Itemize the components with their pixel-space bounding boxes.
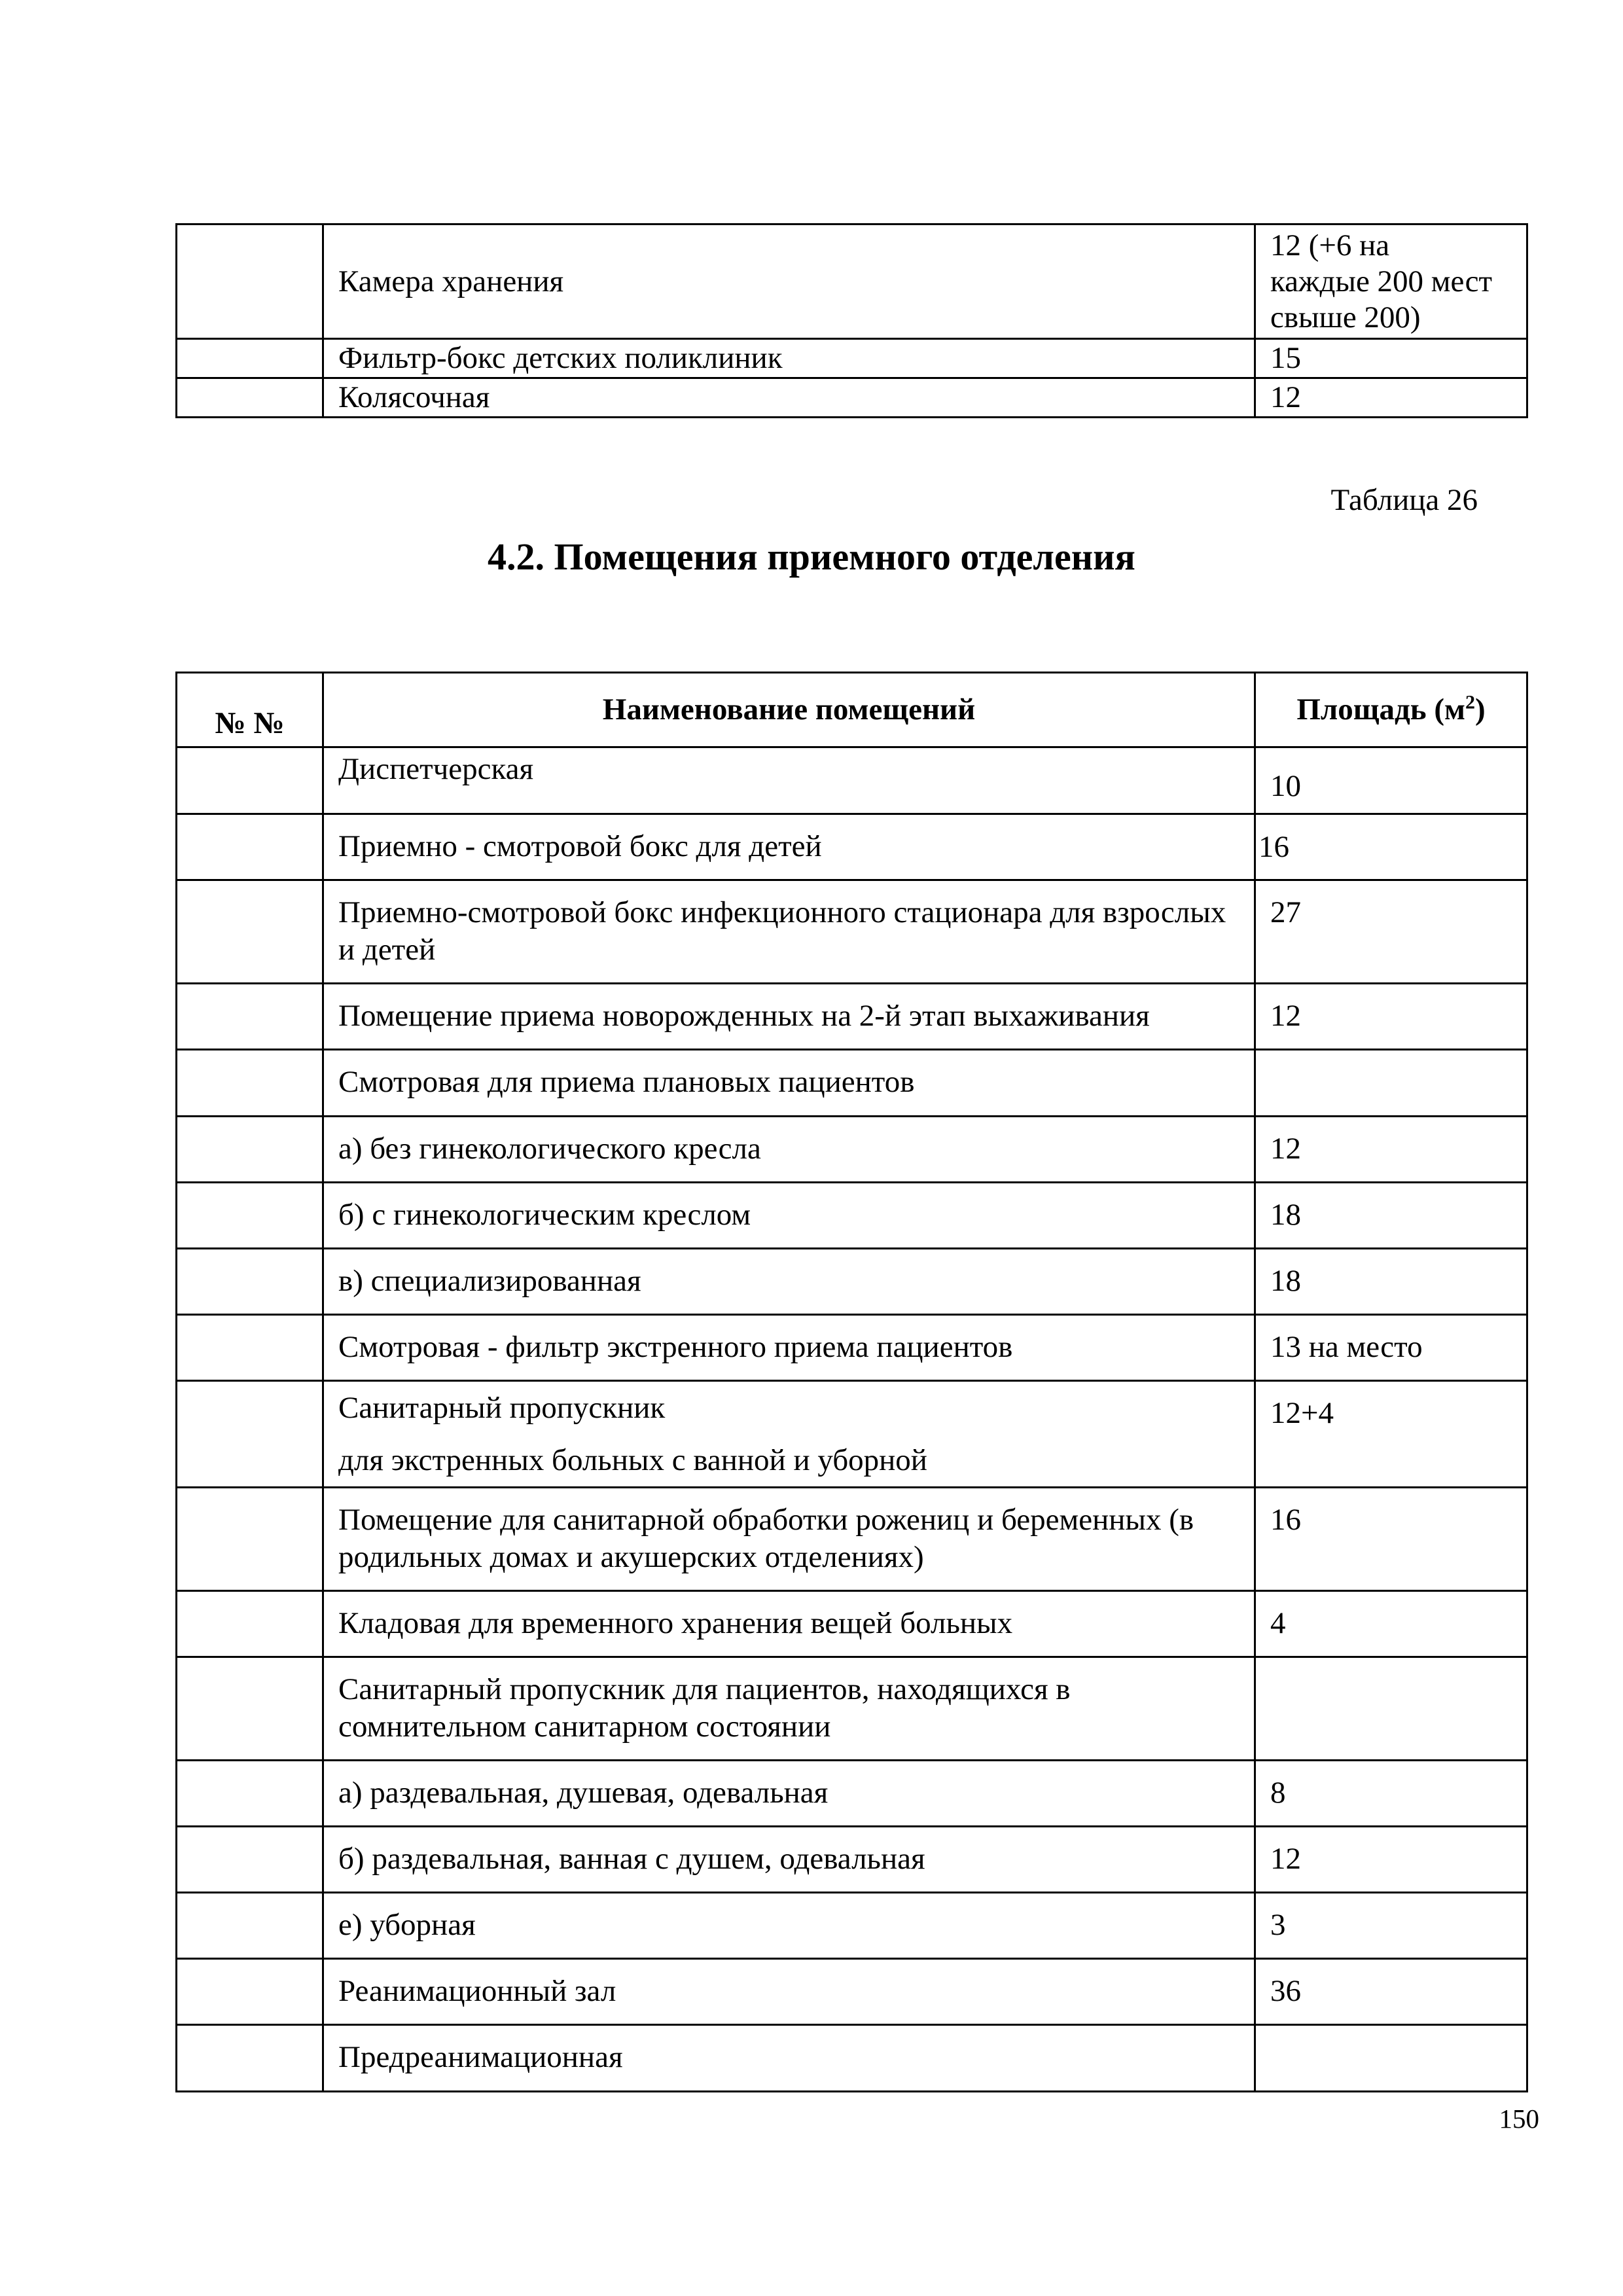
top-table xyxy=(175,223,1528,418)
area-value: 8 xyxy=(1270,1776,1286,1810)
table-row xyxy=(177,1249,1527,1315)
area-value: 15 xyxy=(1270,341,1301,375)
number-cell xyxy=(177,378,323,418)
room-name-cell xyxy=(323,1488,1255,1591)
room-name-cell xyxy=(323,1761,1255,1827)
area-value: 4 xyxy=(1270,1606,1286,1640)
area-cell xyxy=(1255,378,1527,418)
area-value: 27 xyxy=(1270,895,1301,929)
room-name-cell xyxy=(323,1050,1255,1117)
room-name: е) уборная xyxy=(338,1908,476,1942)
table-row xyxy=(177,378,1527,418)
room-name-cell xyxy=(323,1827,1255,1893)
area-value: 12+4 xyxy=(1270,1396,1334,1430)
area-header-sup: 2 xyxy=(1465,691,1475,713)
table-row xyxy=(177,1893,1527,1959)
room-name: б) раздевальная, ванная с душем, одевальная xyxy=(338,1842,925,1876)
room-name: Приемно - смотровой бокс для детей xyxy=(338,829,822,863)
room-name: Приемно-смотровой бокс инфекционного стационара для взрослых и детей xyxy=(338,895,1226,967)
number-cell xyxy=(177,2025,323,2092)
area-value: 3 xyxy=(1270,1908,1286,1942)
room-name-cell xyxy=(323,339,1255,378)
area-cell xyxy=(1255,1488,1527,1591)
room-name-cell xyxy=(323,378,1255,418)
section-title: 4.2. Помещения приемного отделения xyxy=(488,535,1135,578)
area-value: 12 xyxy=(1270,1132,1301,1166)
number-cell xyxy=(177,984,323,1050)
table-row xyxy=(177,339,1527,378)
area-cell xyxy=(1255,1381,1527,1488)
table-row xyxy=(177,1315,1527,1381)
room-name-cell xyxy=(323,1117,1255,1183)
area-value: 16 xyxy=(1270,1503,1301,1537)
area-value: 18 xyxy=(1270,1198,1301,1232)
number-cell xyxy=(177,1050,323,1117)
room-name-cell xyxy=(323,814,1255,880)
header-row xyxy=(177,673,1527,747)
area-value: 10 xyxy=(1270,769,1301,803)
table-row xyxy=(177,984,1527,1050)
number-cell xyxy=(177,1249,323,1315)
number-cell xyxy=(177,1381,323,1488)
room-name-cell xyxy=(323,747,1255,814)
area-cell xyxy=(1255,814,1527,880)
area-cell xyxy=(1255,1117,1527,1183)
table-row xyxy=(177,1117,1527,1183)
room-name: Реанимационный зал xyxy=(338,1974,616,2008)
table-row xyxy=(177,1488,1527,1591)
number-cell xyxy=(177,224,323,339)
room-name: Кладовая для временного хранения вещей больных xyxy=(338,1606,1013,1640)
room-name-cell xyxy=(323,984,1255,1050)
room-name-cell xyxy=(323,2025,1255,2092)
room-name-cell xyxy=(323,1591,1255,1657)
area-value: 12 (+6 на каждые 200 мест свыше 200) xyxy=(1270,228,1492,334)
table-row xyxy=(177,880,1527,984)
area-cell xyxy=(1255,1183,1527,1249)
number-cell xyxy=(177,880,323,984)
room-name: Колясочная xyxy=(338,380,490,414)
room-name: Санитарный пропускник для экстренных больных с ванной и уборной xyxy=(338,1391,927,1477)
table-row xyxy=(177,1381,1527,1488)
room-name: Помещение приема новорожденных на 2-й этап выхаживания xyxy=(338,999,1150,1033)
area-cell xyxy=(1255,2025,1527,2092)
room-name: б) с гинекологическим креслом xyxy=(338,1198,751,1232)
room-name: Санитарный пропускник для пациентов, находящихся в сомнительном санитарном состоянии xyxy=(338,1672,1071,1744)
room-name: Смотровая для приема плановых пациентов xyxy=(338,1065,915,1099)
number-cell xyxy=(177,1183,323,1249)
area-cell xyxy=(1255,1657,1527,1761)
room-name: Смотровая - фильтр экстренного приема пациентов xyxy=(338,1330,1013,1364)
table-row xyxy=(177,1827,1527,1893)
area-cell xyxy=(1255,1050,1527,1117)
area-header-label: Площадь (м xyxy=(1296,692,1465,726)
area-header xyxy=(1255,673,1527,747)
number-cell xyxy=(177,1657,323,1761)
room-name-cell xyxy=(323,1893,1255,1959)
number-cell xyxy=(177,1488,323,1591)
area-value: 16 xyxy=(1258,829,1289,864)
number-cell xyxy=(177,1761,323,1827)
area-cell xyxy=(1255,339,1527,378)
area-cell xyxy=(1255,224,1527,339)
table-row xyxy=(177,1959,1527,2025)
room-name: Предреанимационная xyxy=(338,2040,623,2074)
area-cell xyxy=(1255,1315,1527,1381)
number-cell xyxy=(177,1315,323,1381)
table-row xyxy=(177,1183,1527,1249)
table-row xyxy=(177,2025,1527,2092)
area-value: 36 xyxy=(1270,1974,1301,2008)
area-cell xyxy=(1255,747,1527,814)
room-name: Диспетчерская xyxy=(338,752,534,786)
area-cell xyxy=(1255,1959,1527,2025)
area-cell xyxy=(1255,880,1527,984)
area-value: 18 xyxy=(1270,1264,1301,1298)
room-name-cell xyxy=(323,880,1255,984)
table-row xyxy=(177,814,1527,880)
room-name-cell xyxy=(323,1381,1255,1488)
table-row xyxy=(177,1591,1527,1657)
area-value: 12 xyxy=(1270,1842,1301,1876)
number-cell xyxy=(177,1591,323,1657)
table-row xyxy=(177,1657,1527,1761)
area-value: 12 xyxy=(1270,380,1301,414)
room-name-cell xyxy=(323,1249,1255,1315)
number-cell xyxy=(177,1959,323,2025)
room-name: а) без гинекологического кресла xyxy=(338,1132,761,1166)
room-name-cell xyxy=(323,1959,1255,2025)
area-cell xyxy=(1255,1249,1527,1315)
area-cell xyxy=(1255,1893,1527,1959)
number-cell xyxy=(177,1827,323,1893)
number-cell xyxy=(177,747,323,814)
table-row xyxy=(177,224,1527,339)
area-cell xyxy=(1255,1591,1527,1657)
page-number: 150 xyxy=(1499,2104,1539,2134)
main-table xyxy=(175,672,1528,2092)
room-name: а) раздевальная, душевая, одевальная xyxy=(338,1776,829,1810)
table-row xyxy=(177,1050,1527,1117)
number-cell xyxy=(177,1893,323,1959)
room-name: Фильтр-бокс детских поликлиник xyxy=(338,341,783,375)
area-header-close: ) xyxy=(1475,692,1486,726)
room-name: Помещение для санитарной обработки рожениц и беременных (в родильных домах и акушерских отделениях) xyxy=(338,1503,1194,1574)
room-name-cell xyxy=(323,1183,1255,1249)
room-name-cell xyxy=(323,1657,1255,1761)
table-row xyxy=(177,1761,1527,1827)
number-cell xyxy=(177,339,323,378)
table-caption: Таблица 26 xyxy=(1330,483,1478,517)
number-header: № № xyxy=(177,673,323,747)
room-name-cell xyxy=(323,1315,1255,1381)
room-name: Камера хранения xyxy=(338,264,564,298)
number-cell xyxy=(177,814,323,880)
area-cell xyxy=(1255,984,1527,1050)
area-value: 12 xyxy=(1270,999,1301,1033)
area-cell xyxy=(1255,1761,1527,1827)
area-cell xyxy=(1255,1827,1527,1893)
table-row xyxy=(177,747,1527,814)
room-name: в) специализированная xyxy=(338,1264,641,1298)
number-cell xyxy=(177,1117,323,1183)
room-name-cell xyxy=(323,224,1255,339)
name-header: Наименование помещений xyxy=(323,673,1255,747)
area-value: 13 на место xyxy=(1270,1330,1423,1364)
